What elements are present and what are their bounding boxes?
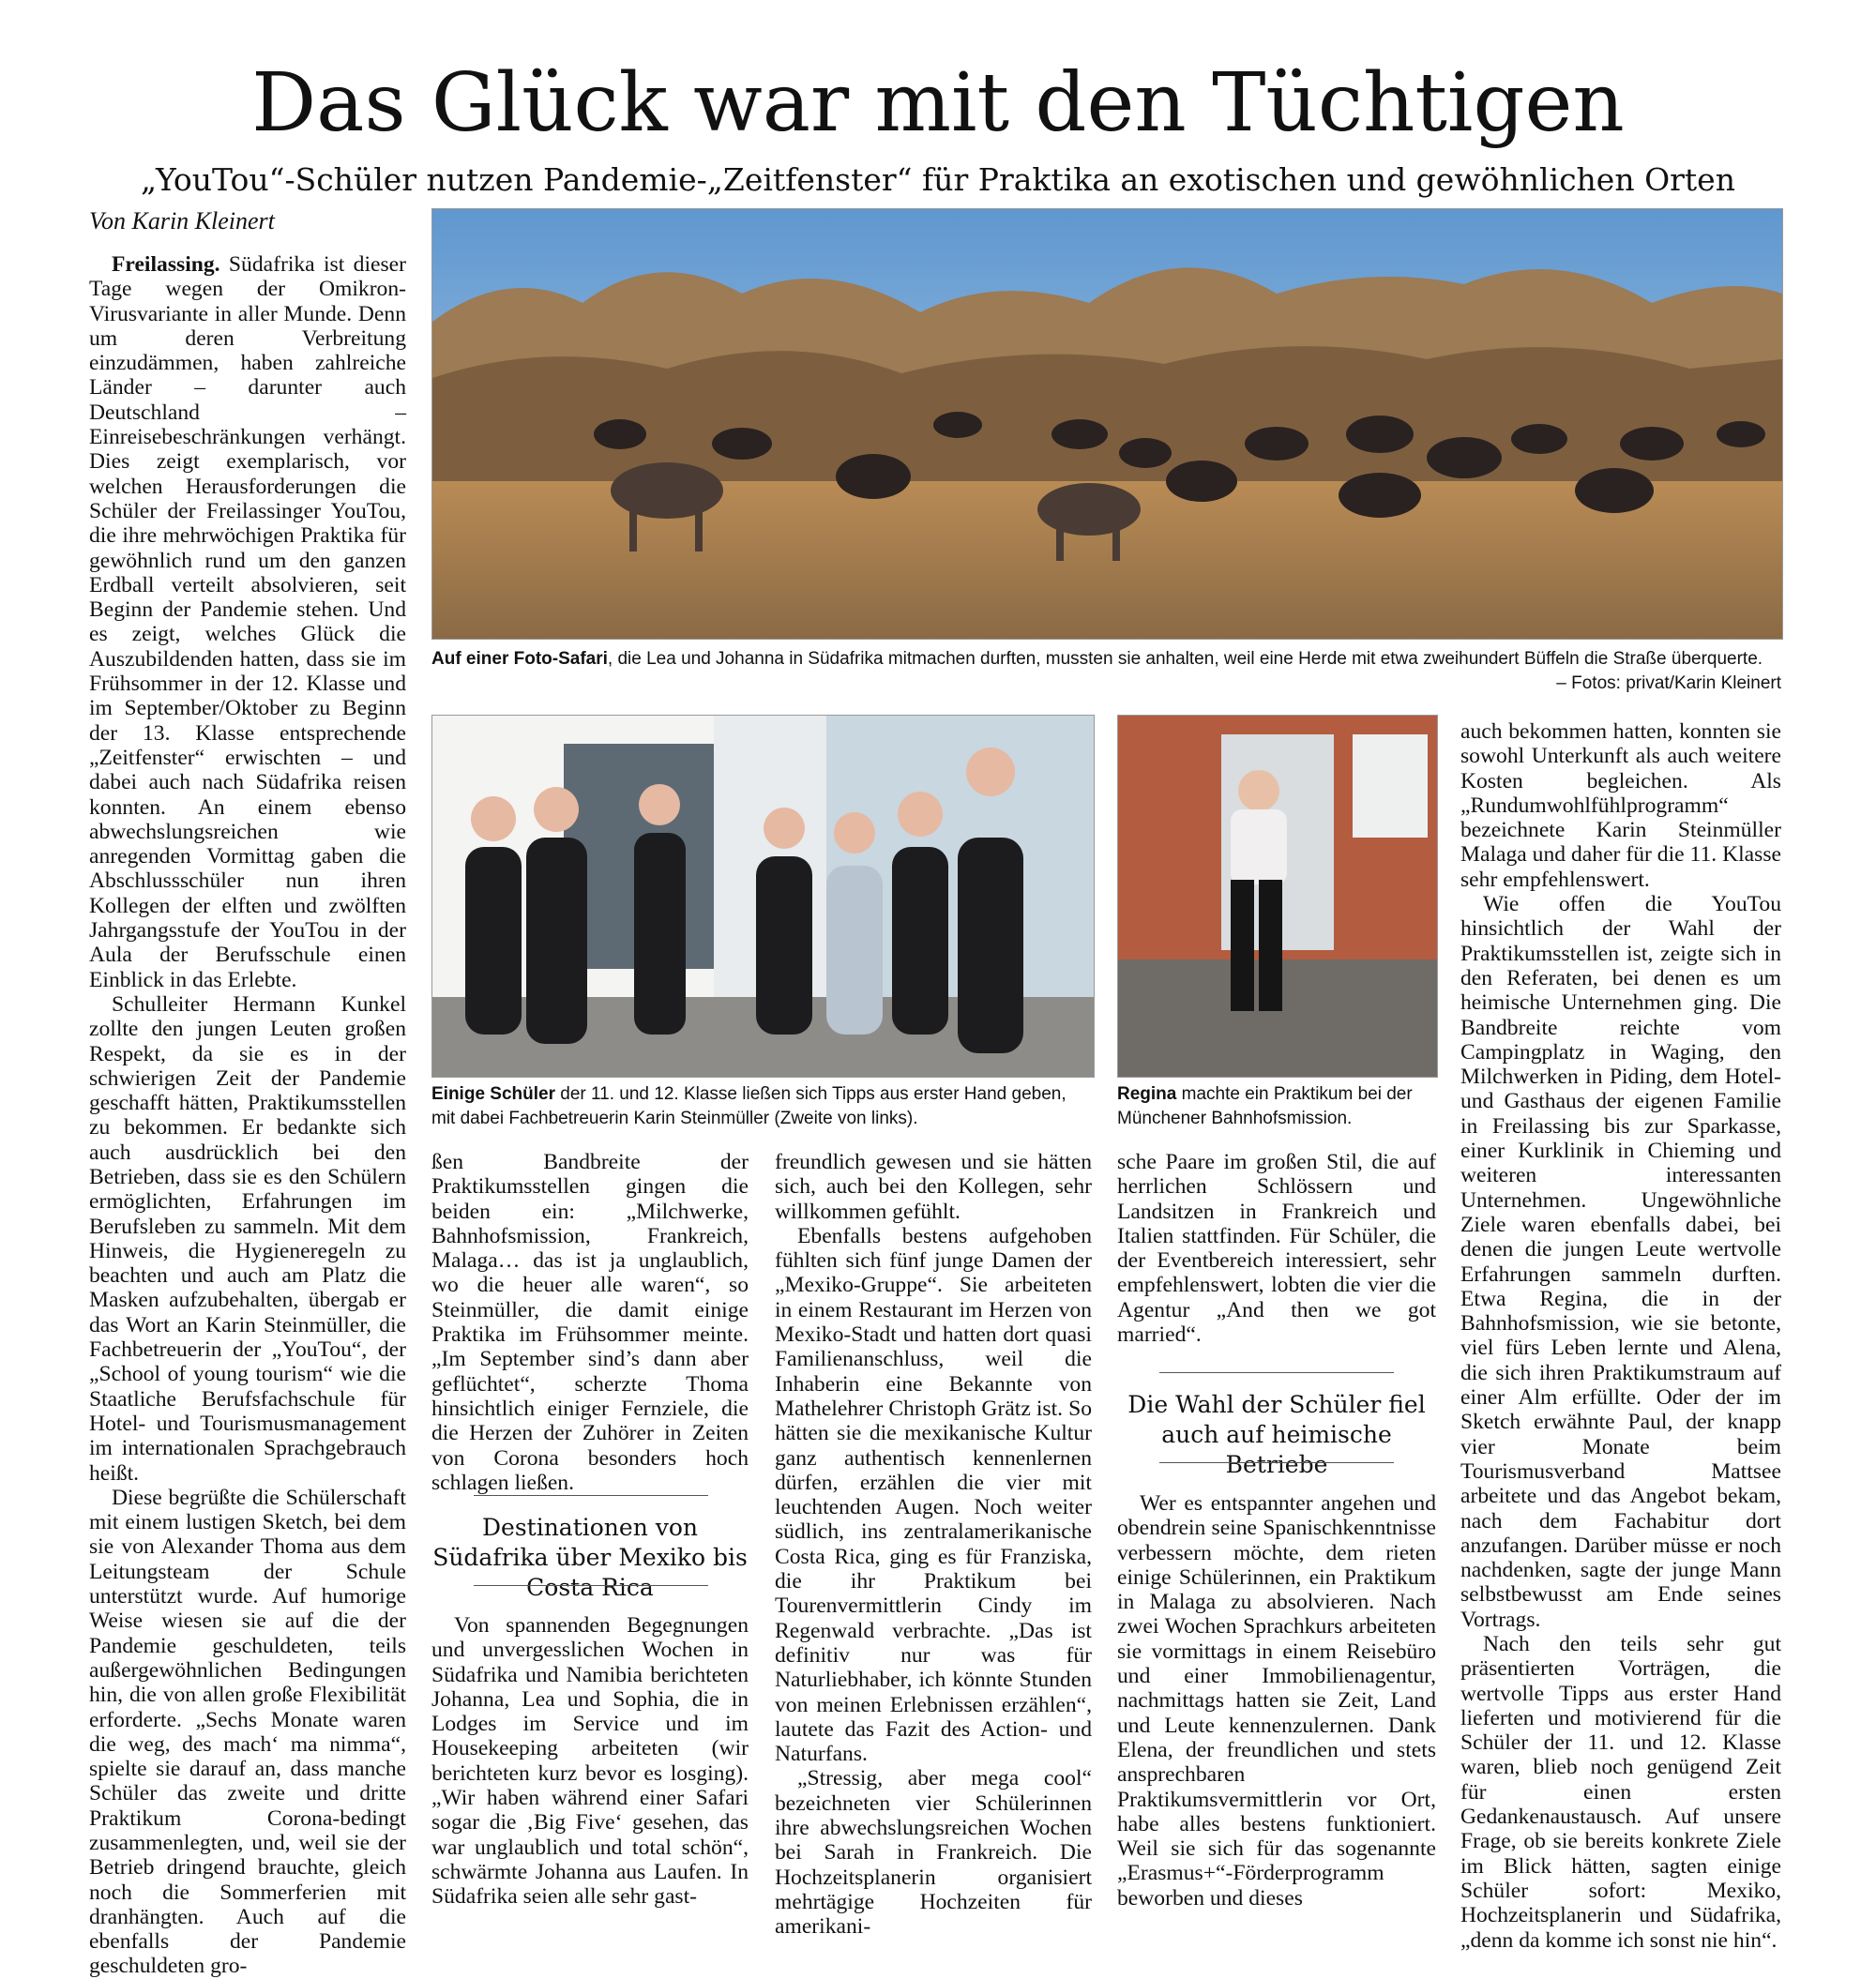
regina-photo xyxy=(1117,715,1438,1078)
safari-caption: Auf einer Foto-Safari, die Lea und Johanna in Südafrika mitmachen durften, mussten sie anhalten, weil eine Herde mit etwa zweihundert Büffeln die Straße überquerte. xyxy=(431,649,1763,669)
paragraph: Diese begrüßte die Schülerschaft mit einem lustigen Sketch, bei dem sie von Alexander Thoma aus dem Leitungsteam der Schule unterstützt wurde. Auf humorige Weise wiesen sie auf die der Pandemie geschuldeten, teils außergewöhnlichen Bedingungen hin, die von allen große Flexibilität erforderte. „Sechs Monate waren die weg, des mach‘ ma nimma“, spielte sie darauf an, dass manche Schüler das zweite und dritte Praktikum Corona-bedingt zusammenlegten, und, weil sie der Betrieb dringend brauchte, gleich noch die Sommerferien mit dranhängten. Auch auf die ebenfalls der Pandemie geschuldeten gro- xyxy=(89,1485,406,1979)
group-photo-caption: Einige Schüler der 11. und 12. Klasse ließen sich Tipps aus erster Hand geben, mit dabei Fachbetreuerin Karin Steinmüller (Zweite von links). xyxy=(431,1084,1067,1128)
group-students-photo xyxy=(431,715,1095,1078)
paragraph: Wie offen die YouTou hinsichtlich der Wahl der Praktikumsstellen ist, zeigte sich in den Referaten, bei denen es um heimische Unternehmen ging. Die Bandbreite reichte vom Campingplatz in Waging, den Milchwerken in Piding, dem Hotel- und Gasthaus der eigenen Familie in Freilassing bis zur Sparkasse, einer Kurklinik in Chieming und weiteren interessanten Unternehmen. Ungewöhnliche Ziele waren ebenfalls dabei, bei denen die jungen Leute wertvolle Erfahrungen sammeln durften. Etwa Regina, die in der Bahnhofsmission, wie sie betonte, viel fürs Leben lernte und Alena, die sich ihren Praktikumstraum auf einer Alm erfüllte. Oder der im Sketch erwähnte Paul, der knapp vier Monate beim Tourismusverband Mattsee arbeitete und das Angebot bekam, nach dem Fachabitur dort anzufangen. Darüber müsse er noch nachdenken, sagte der junge Mann selbstbewusst am Ende seines Vortrags. xyxy=(1460,892,1781,1632)
paragraph: freundlich gewesen und sie hätten sich, auch bei den Kollegen, sehr willkommen gefühlt. xyxy=(775,1150,1092,1224)
paragraph: Nach den teils sehr gut präsentierten Vorträgen, die wertvolle Tipps aus erster Hand lieferten und motivierend für die Schüler der 11. und 12. Klasse waren, blieb noch genügend Zeit für einen ersten Gedankenaustausch. Auf unsere Frage, ob sie bereits konkrete Ziele im Blick hätten, sagten einige Schüler sofort: Mexiko, Hochzeitsplanerin und Südafrika, „denn da komme ich sonst nie hin“. xyxy=(1460,1631,1781,1953)
paragraph: „Stressig, aber mega cool“ bezeichneten vier Schülerinnen ihre abwechslungsreichen Wochen bei Sarah in Frankreich. Die Hochzeitsplanerin organisiert mehrtägige Hochzeiten für amerikani- xyxy=(775,1766,1092,1940)
paragraph: sche Paare im großen Stil, die auf herrlichen Schlössern und Landsitzen in Frankreich und Italien stattfinden. Für Schüler, die der Eventbereich interessiert, sehr empfehlenswert, lobten die vier die Agentur „And then we got married“. xyxy=(1117,1150,1436,1348)
article-column-5 xyxy=(1460,719,1781,1953)
paragraph: Freilassing. Südafrika ist dieser Tage wegen der Omikron-Virusvariante in aller Munde. Denn um deren Verbreitung einzudämmen, haben zahlreiche Länder – darunter auch Deutschland – Einreisebeschränkungen verhängt. Dies zeigt exemplarisch, vor welchen Herausforderungen die Schüler der Freilassinger YouTou, die ihre mehrwöchigen Praktika für gewöhnlich rund um den ganzen Erdball verteilt absolvieren, seit Beginn der Pandemie stehen. Und es zeigt, welches Glück die Auszubildenden hatten, dass sie im Frühsommer in der 12. Klasse und im September/Oktober zu Beginn der 13. Klasse entsprechende „Zeitfenster“ erwischten – und dabei auch nach Südafrika reisen konnten. An einem ebenso abwechslungsreichen wie anregenden Vormittag gaben die Abschlussschüler nun ihren Kollegen der elften und zwölften Jahrgangsstufe der YouTou in der Aula der Berufsschule einen Einblick in das Erlebte. xyxy=(89,252,406,992)
paragraph: Ebenfalls bestens aufgehoben fühlten sich fünf junge Damen der „Mexiko-Gruppe“. Sie arbeiteten in einem Restaurant im Herzen von Mexiko-Stadt und hatten dort quasi Familienanschluss, weil die Inhaberin eine Bekannte von Mathelehrer Christoph Grätz ist. So hätten sie die mexikanische Kultur ganz authentisch kennenlernen dürfen, erzählen die vier mit leuchtenden Augen. Noch weiter südlich, ins zentralamerikanische Costa Rica, ging es für Franziska, die ihr Praktikum bei Tourenvermittlerin Cindy im Regenwald verbrachte. „Das ist definitiv nur was für Naturliebhaber, ich könnte Stunden von meinen Erlebnissen erzählen“, lautete das Fazit des Action- und Naturfans. xyxy=(775,1223,1092,1767)
divider xyxy=(1159,1372,1394,1373)
subhead-local: Die Wahl der Schüler fiel auch auf heimische Betriebe xyxy=(1127,1391,1426,1478)
byline: Von Karin Kleinert xyxy=(89,207,275,234)
headline: Das Glück war mit den Tüchtigen xyxy=(251,56,1625,150)
divider xyxy=(474,1585,708,1586)
regina-photo-caption: Regina machte ein Praktikum bei der Münchener Bahnhofsmission. xyxy=(1117,1084,1413,1128)
divider xyxy=(474,1495,708,1496)
article-column-4a xyxy=(1117,1150,1436,1347)
paragraph: auch bekommen hatten, konnten sie sowohl Unterkunft als auch weitere Kosten begleichen. Als „Rundumwohlfühlprogramm“ bezeichnete Karin Steinmüller Malaga und daher für die 11. Klasse sehr empfehlenswert. xyxy=(1460,719,1781,892)
divider xyxy=(1159,1462,1394,1463)
paragraph: Wer es entspannter angehen und obendrein seine Spanischkenntnisse verbessern möchte, dem rieten einige Schülerinnen, ein Praktikum in Malaga zu absolvieren. Nach zwei Wochen Sprachkurs arbeiteten sie vormittags in einem Reisebüro und einer Immobilienagentur, nachmittags hatten sie Zeit, Land und Leute kennenzulernen. Dank Elena, der freundlichen und stets ansprechbaren Praktikumsvermittlerin vor Ort, habe alles bestens funktioniert. Weil sie sich für das sogenannte „Erasmus+“-Förderprogramm beworben und dieses xyxy=(1117,1491,1436,1911)
paragraph: Schulleiter Hermann Kunkel zollte den jungen Leuten großen Respekt, da sie es in der schwierigen Zeit der Pandemie geschafft hätten, Praktikumsstellen zu bekommen. Er bedankte sich auch ausdrücklich bei den Betrieben, dass sie es den Schülern ermöglichten, Erfahrungen im Berufsleben zu sammeln. Mit dem Hinweis, die Hygieneregeln zu beachten und auch am Platz die Masken aufzubehalten, übergab er das Wort an Karin Steinmüller, die Fachbetreuerin der „YouTou“, der „School of young tourism“ wie die Staatliche Berufsfachschule für Hotel- und Tourismusmanagement im internationalen Sprachgebrauch heißt. xyxy=(89,991,406,1486)
subhead-destinations: Destinationen von Südafrika über Mexiko bis Costa Rica xyxy=(432,1514,748,1601)
article-column-2b xyxy=(431,1613,749,1910)
article-column-3 xyxy=(775,1150,1092,1940)
article-column-1 xyxy=(89,252,406,1979)
paragraph: Von spannenden Begegnungen und unvergesslichen Wochen in Südafrika und Namibia berichteten Johanna, Lea und Sophia, die in Lodges im Service und im Housekeeping arbeiteten (wir berichteten kurz bevor es losging). „Wir haben während einer Safari sogar die ‚Big Five‘ gesehen, das war unglaublich und total schön“, schwärmte Johanna aus Laufen. In Südafrika seien alle sehr gast- xyxy=(431,1613,749,1910)
photo-credit: – Fotos: privat/Karin Kleinert xyxy=(1556,673,1781,693)
article-column-2a xyxy=(431,1150,749,1495)
subheadline: „YouTou“-Schüler nutzen Pandemie-„Zeitfenster“ für Praktika an exotischen und gewöhnlichen Orten xyxy=(141,161,1735,198)
article-column-4b xyxy=(1117,1491,1436,1911)
safari-buffalo-photo xyxy=(431,208,1783,640)
paragraph: ßen Bandbreite der Praktikumsstellen gingen die beiden ein: „Milchwerke, Bahnhofsmission, Frankreich, Malaga… das ist ja unglaublich, wo die heuer alle waren“, so Steinmüller, die damit einige Praktika im Frühsommer meinte. „Im September sind’s dann aber geflüchtet“, scherzte Thoma hinsichtlich einiger Fernziele, die die Herzen der Zuhörer in Zeiten von Corona besonders hoch schlagen ließen. xyxy=(431,1150,749,1495)
